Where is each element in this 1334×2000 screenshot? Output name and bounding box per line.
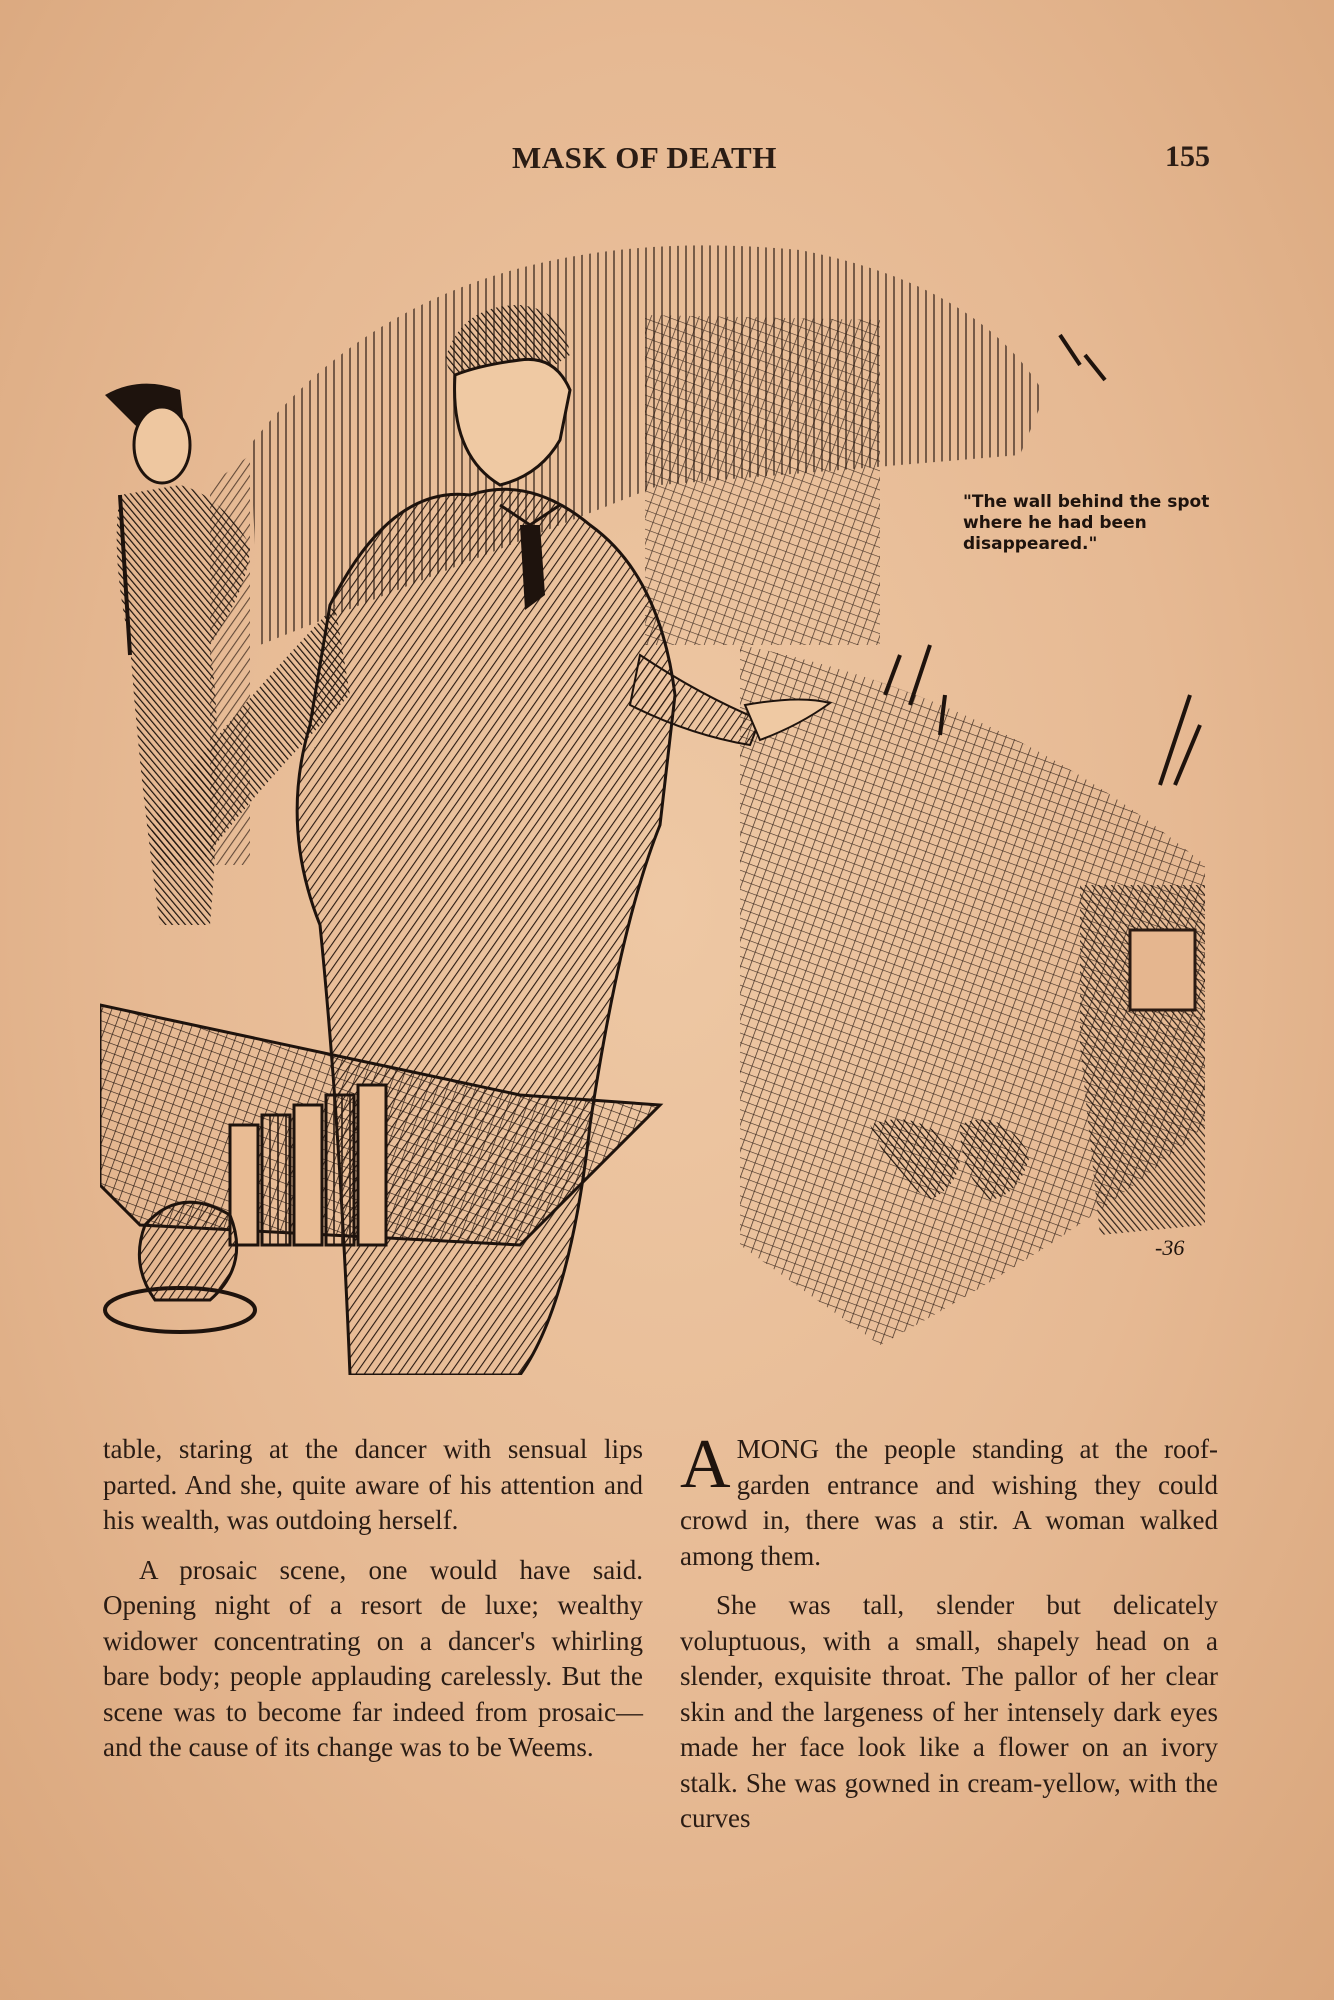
paragraph: table, staring at the dancer with sensual lips parted. And she, quite aware of his attention and his wealth, was outdoing herself. [103, 1434, 643, 1535]
lead-word: MONG [736, 1434, 820, 1464]
illustration [100, 225, 1225, 1375]
running-head [0, 140, 1334, 180]
paragraph-text: the people standing at the roof-garden entrance and wishing they could crowd in, there was a stir. A woman walked among them. [680, 1434, 1218, 1571]
text-column-left [103, 1432, 643, 1780]
ink-stand [105, 1202, 255, 1332]
running-title: MASK OF DEATH [512, 140, 777, 175]
drop-cap: A [680, 1426, 731, 1503]
text-column-right [680, 1426, 1218, 1851]
paragraph [680, 1426, 1218, 1574]
artist-signature: -36 [1155, 1235, 1185, 1260]
paragraph: She was tall, slender but delicately voluptuous, with a small, shapely head on a slender, exquisite throat. The pallor of her clear skin and the largeness of her intensely dark eyes made her face look like a flower on an ivory stalk. She was gowned in cream-yellow, with the curves [680, 1590, 1218, 1833]
page-number: 155 [1165, 140, 1210, 173]
illustration-caption: "The wall behind the spot where he had been disappeared." [963, 492, 1210, 554]
paragraph: A prosaic scene, one would have said. Opening night of a resort de luxe; wealthy widower concentrating on a dancer's whirling bare body; people applauding carelessly. But the scene was to become far indeed from prosaic—and the cause of its change was to be Weems. [103, 1554, 643, 1762]
wall-panel [645, 315, 880, 645]
